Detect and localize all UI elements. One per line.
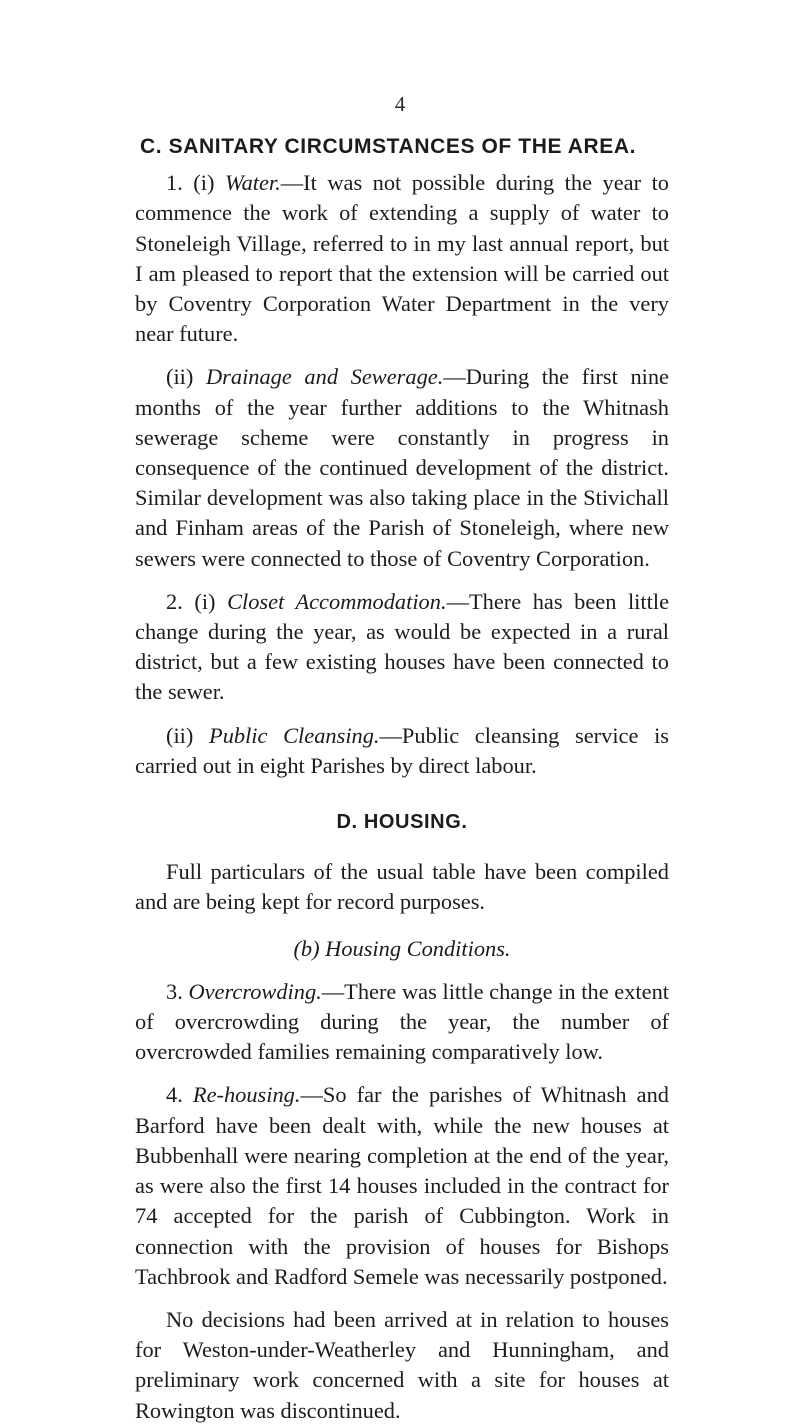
paragraph-text: —During the first nine months of the year further additions to the Whitnash sewerage scheme were constantly in progress in consequence of the continued development of the district. Similar development was also taking place in the Stivichall and Finham areas of the Parish of Stoneleigh, where new sewers were connected to those of Coventry Corporation. — [135, 364, 669, 571]
paragraph-text: —It was not possible during the year to commence the work of extending a supply of water to Stoneleigh Village, referred to in my last annual report, but I am pleased to report that the extension will be carried out by Coventry Corporation Water Department in the very near future. — [135, 170, 669, 347]
paragraph-text: —There has been little change during the year, as would be expected in a rural district, but a few existing houses have been connected to the sewer. — [135, 588, 670, 705]
page-content — [135, 132, 669, 1426]
paragraph-title-rehousing: Re-housing. — [192, 1082, 301, 1108]
paragraph-overcrowding — [135, 977, 669, 1068]
paragraph-number: 1. (i) — [166, 170, 225, 196]
paragraph-number: 2. (i) — [166, 588, 228, 614]
paragraph-text: —So far the parishes of Whitnash and Barford have been dealt with, while the new houses at Bubbenhall were nearing completion at the end of the year, as were also the first 14 houses included in the contract for 74 accepted for the parish of Cubbington. Work in connection with the provision of houses for Bishops Tachbrook and Radford Semele was necessarily postponed. — [135, 1082, 670, 1289]
paragraph-title-water: Water. — [224, 170, 281, 196]
section-d-heading: D. HOUSING. — [336, 811, 468, 834]
paragraph-number: (ii) — [166, 364, 206, 390]
paragraph-cleansing — [135, 721, 669, 781]
section-c-heading: C. SANITARY CIRCUMSTANCES OF THE AREA. — [140, 135, 637, 158]
subheading-housing-conditions — [135, 934, 669, 964]
paragraph-title-overcrowding: Overcrowding. — [188, 978, 322, 1004]
page-number: 4 — [394, 92, 406, 116]
paragraph-number: 4. — [166, 1082, 193, 1108]
paragraph-housing-intro: Full particulars of the usual table have been compiled and are being kept for record purposes. — [135, 859, 669, 915]
paragraph-number: (ii) — [166, 722, 210, 748]
paragraph-water — [135, 168, 669, 349]
paragraph-drainage — [135, 362, 669, 573]
paragraph-text: —There was little change in the extent of overcrowding during the year, the number of overcrowded families remaining comparatively low. — [135, 978, 669, 1065]
paragraph-closet — [135, 587, 669, 708]
paragraph-decisions: No decisions had been arrived at in relation to houses for Weston-under-Weatherley and Hunningham, and preliminary work concerned with a site for houses at Rowington was discontinued. — [135, 1306, 669, 1423]
subheading-letter: (b) — [293, 935, 320, 961]
paragraph-title-cleansing: Public Cleansing. — [209, 722, 380, 748]
paragraph-title-closet: Closet Accommodation. — [227, 588, 447, 614]
paragraph-rehousing — [135, 1080, 669, 1291]
paragraph-text: —Public cleansing service is carried out in eight Parishes by direct labour. — [135, 722, 670, 778]
subheading-text: Housing Conditions. — [319, 935, 511, 961]
paragraph-number: 3. — [166, 978, 189, 1004]
paragraph-title-drainage: Drainage and Sewerage. — [205, 364, 444, 390]
